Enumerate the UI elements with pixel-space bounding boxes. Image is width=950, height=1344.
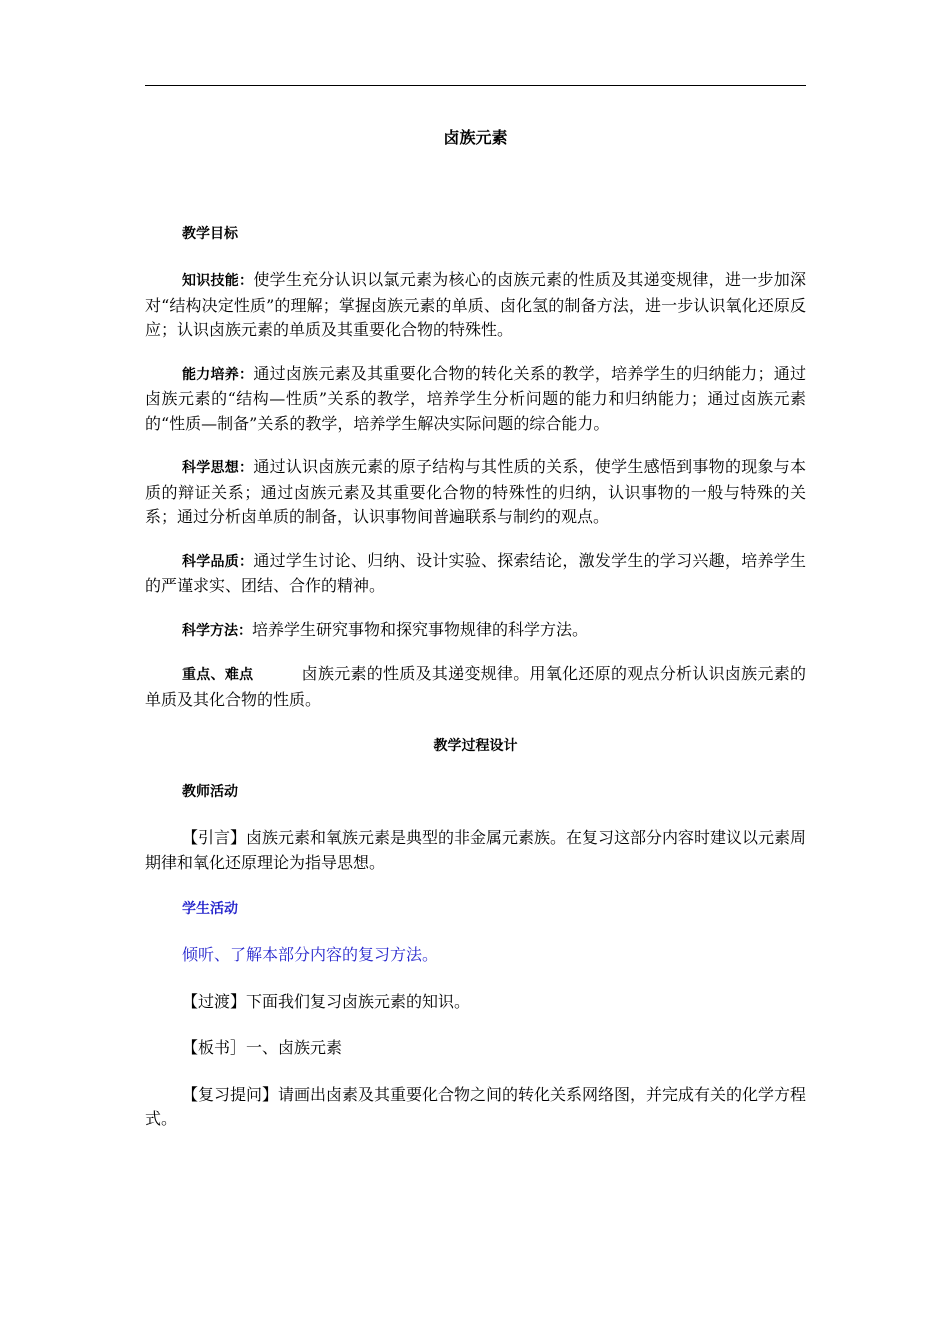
transition-paragraph: 【过渡】下面我们复习卤族元素的知识。 bbox=[182, 991, 471, 1011]
method-label: 科学方法： bbox=[182, 622, 252, 639]
method-text: 培养学生研究事物和探究事物规律的科学方法。 bbox=[252, 619, 589, 639]
student-activity-heading: 学生活动 bbox=[182, 901, 238, 917]
keypoints-paragraph bbox=[145, 662, 806, 712]
knowledge-paragraph bbox=[145, 268, 806, 343]
thought-text: 通过认识卤族元素的原子结构与其性质的关系，使学生感悟到事物的现象与本质的辩证关系；通过卤族元素及其重要化合物的特殊性的归纳，认识事物的一般与特殊的关系；通过分析卤单质的制备，认识事物间普遍联系与制约的观点。 bbox=[145, 457, 806, 526]
quality-text: 通过学生讨论、归纳、设计实验、探索结论，激发学生的学习兴趣，培养学生的严谨求实、团结、合作的精神。 bbox=[145, 550, 806, 595]
process-heading: 教学过程设计 bbox=[433, 738, 518, 754]
thought-label: 科学思想： bbox=[182, 460, 254, 476]
knowledge-text: 使学生充分认识以氯元素为核心的卤族元素的性质及其递变规律，进一步加深对“结构决定性质”的理解；掌握卤族元素的单质、卤化氢的制备方法，进一步认识氧化还原反应；认识卤族元素的单质及其重要化合物的特殊性。 bbox=[145, 270, 806, 339]
review-question-paragraph: 【复习提问】请画出卤素及其重要化合物之间的转化关系网络图，并完成有关的化学方程式。 bbox=[145, 1084, 807, 1128]
ability-paragraph bbox=[145, 362, 806, 437]
board-paragraph: 【板书］一、卤族元素 bbox=[182, 1038, 343, 1057]
ability-text: 通过卤族元素及其重要化合物的转化关系的教学，培养学生的归纳能力；通过卤族元素的“结构—性质”关系的教学，培养学生分析问题的能力和归纳能力；通过卤族元素的“性质—制备”关系的教学，培养学生解决实际问题的综合能力。 bbox=[145, 363, 806, 433]
document-title: 卤族元素 bbox=[443, 128, 508, 147]
ability-label: 能力培养： bbox=[182, 366, 254, 383]
quality-paragraph bbox=[145, 549, 806, 599]
objectives-heading: 教学目标 bbox=[182, 226, 238, 242]
intro-paragraph: 【引言】卤族元素和氧族元素是典型的非金属元素族。在复习这部分内容时建议以元素周期律和氧化还原理论为指导思想。 bbox=[145, 828, 807, 872]
keypoints-text: 卤族元素的性质及其递变规律。用氧化还原的观点分析认识卤族元素的单质及其化合物的性质。 bbox=[145, 664, 806, 709]
quality-label: 科学品质： bbox=[182, 553, 254, 570]
method-paragraph bbox=[145, 618, 806, 644]
header-rule bbox=[145, 85, 806, 86]
thought-paragraph bbox=[145, 455, 806, 530]
document-body bbox=[145, 120, 806, 1132]
knowledge-label: 知识技能： bbox=[182, 273, 254, 289]
keypoints-label: 重点、难点 bbox=[182, 667, 254, 683]
teacher-activity-heading: 教师活动 bbox=[182, 784, 238, 800]
student-activity-text: 倾听、了解本部分内容的复习方法。 bbox=[182, 945, 439, 964]
